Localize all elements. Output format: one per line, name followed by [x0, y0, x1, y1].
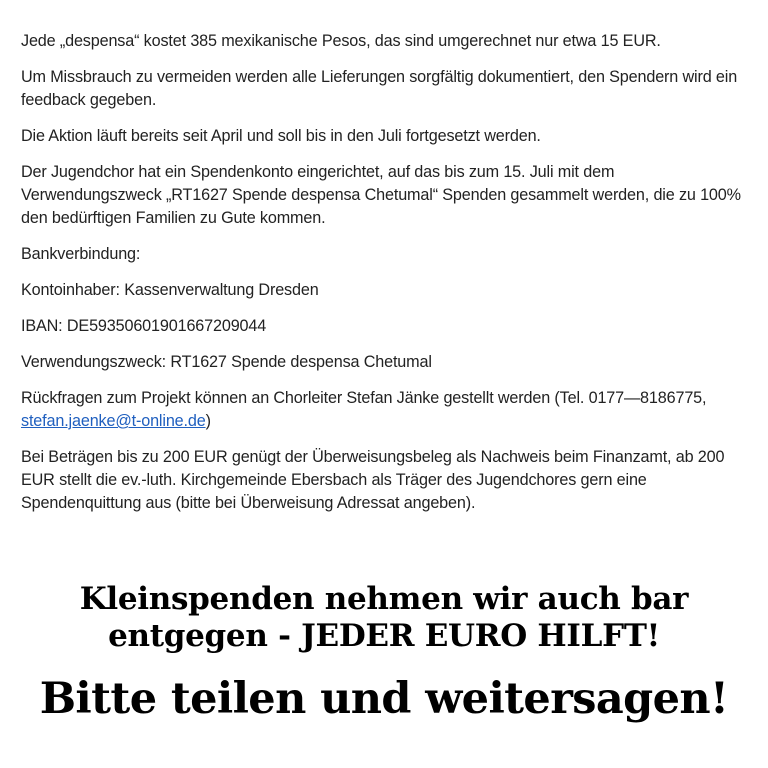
paragraph-documentation: Um Missbrauch zu vermeiden werden alle Lieferungen sorgfältig dokumentiert, den Spendern wird ein feedback gegeben. [21, 68, 738, 109]
document-body [21, 30, 751, 528]
paragraph-contact [21, 387, 751, 433]
contact-text: Rückfragen zum Projekt können an Chorleiter Stefan Jänke gestellt werden (Tel. 0177—8186775, [21, 389, 707, 407]
account-holder: Kontoinhaber: Kassenverwaltung Dresden [21, 281, 319, 299]
appeal-cash-donations [0, 581, 768, 655]
paragraph-duration: Die Aktion läuft bereits seit April und soll bis in den Juli fortgesetzt werden. [21, 127, 541, 145]
paragraph-price: Jede „despensa“ kostet 385 mexikanische Pesos, das sind umgerechnet nur etwa 15 EUR. [21, 32, 661, 50]
bank-heading: Bankverbindung: [21, 245, 141, 263]
appeal-share: Bitte teilen und weitersagen! [39, 674, 729, 724]
iban: IBAN: DE59350601901667209044 [21, 317, 267, 335]
appeal-line-1: Kleinspenden nehmen wir auch bar [79, 581, 689, 617]
contact-email-link[interactable]: stefan.jaenke@t-online.de [21, 412, 206, 430]
payment-purpose: Verwendungszweck: RT1627 Spende despensa Chetumal [21, 353, 432, 371]
paragraph-donation-account: Der Jugendchor hat ein Spendenkonto eingerichtet, auf das bis zum 15. Juli mit dem Verwendungszweck „RT1627 Spende despensa Chetumal“ Spenden gesammelt werden, die zu 100% den bedürftigen Familien zu Gute kommen. [21, 163, 741, 227]
contact-suffix: ) [205, 412, 211, 430]
paragraph-tax-receipt: Bei Beträgen bis zu 200 EUR genügt der Überweisungsbeleg als Nachweis beim Finanzamt, ab 200 EUR stellt die ev.-luth. Kirchgemeinde Ebersbach als Träger des Jugendchores gern eine Spendenquittung aus (bitte bei Überweisung Adressat angeben). [21, 448, 725, 512]
appeal-line-2: entgegen - JEDER EURO HILFT! [108, 618, 660, 654]
